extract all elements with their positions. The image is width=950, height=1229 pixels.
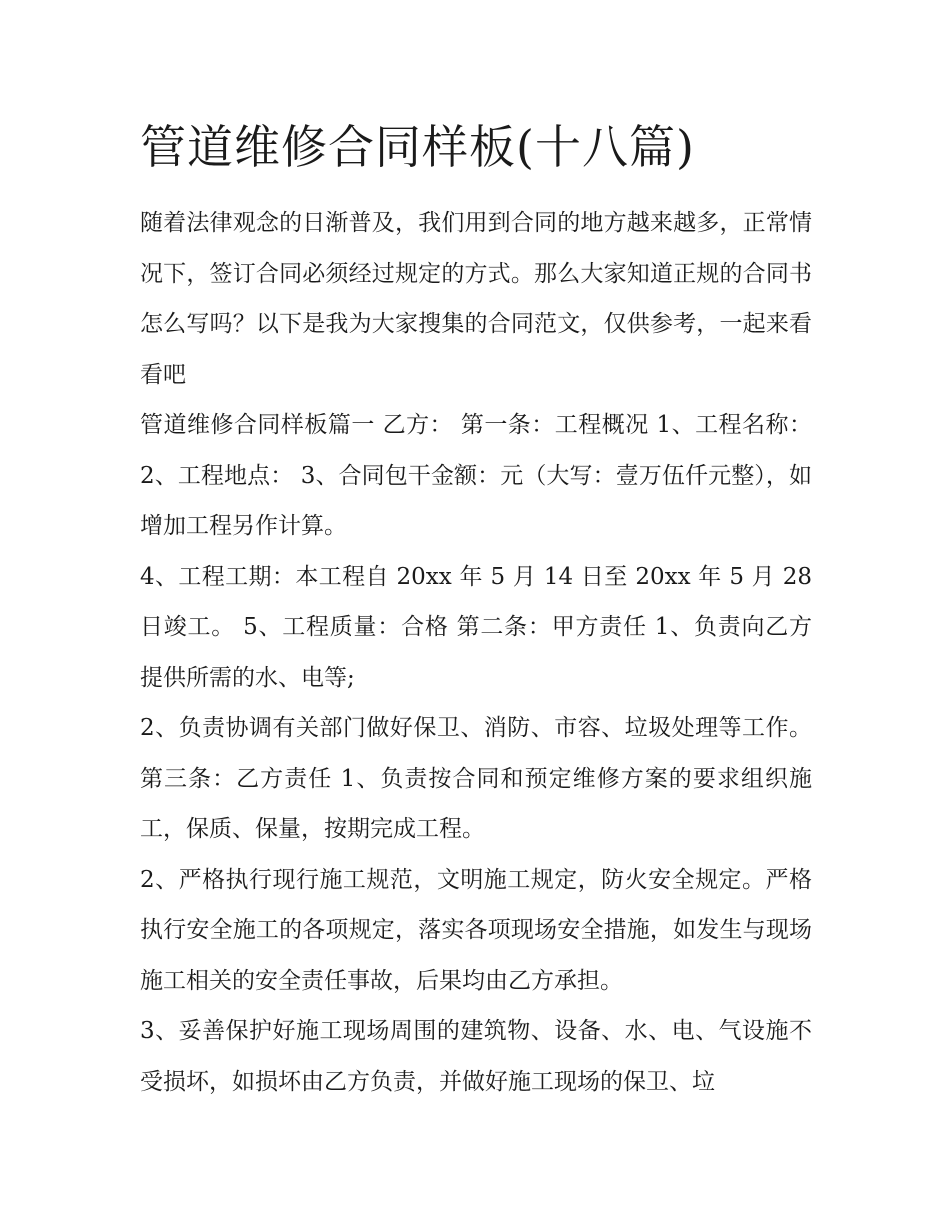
paragraph-schedule-quality: 4、工程工期：本工程自 20xx 年 5 月 14 日至 20xx 年 5 月 28 日竣工。 5、工程质量：合格 第二条：甲方责任 1、负责向乙方提供所需的水、电等; (140, 563, 812, 691)
paragraph-protection: 3、妥善保护好施工现场周围的建筑物、设备、水、电、气设施不受损坏，如损坏由乙方负责，并做好施工现场的保卫、垃 (140, 1018, 812, 1095)
paragraph-intro: 随着法律观念的日渐普及，我们用到合同的地方越来越多，正常情况下，签订合同必须经过规定的方式。那么大家知道正规的合同书怎么写吗？以下是我为大家搜集的合同范文，仅供参考，一起来看看吧 (140, 210, 812, 388)
paragraph-article-one: 管道维修合同样板篇一 乙方： 第一条：工程概况 1、工程名称： 2、工程地点： 3、合同包干金额：元（大写：壹万伍仟元整），如增加工程另作计算。 (140, 412, 812, 539)
paragraph-safety: 2、严格执行现行施工规范，文明施工规定，防火安全规定。严格执行安全施工的各项规定，落实各项现场安全措施，如发生与现场施工相关的安全责任事故，后果均由乙方承担。 (140, 866, 812, 994)
paragraph-coordination: 2、负责协调有关部门做好保卫、消防、市容、垃圾处理等工作。 第三条：乙方责任 1、负责按合同和预定维修方案的要求组织施工，保质、保量，按期完成工程。 (140, 715, 812, 842)
document-title: 管道维修合同样板(十八篇) (140, 120, 695, 174)
document-body (140, 198, 812, 1107)
